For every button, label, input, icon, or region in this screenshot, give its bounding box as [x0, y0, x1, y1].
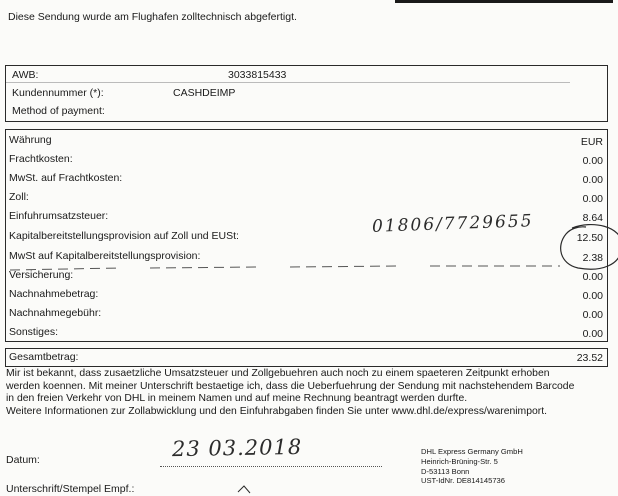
charge-value: 0.00	[582, 290, 603, 302]
currency-value: EUR	[580, 136, 603, 148]
charge-label: Zoll:	[9, 191, 29, 203]
statement-line: Mir ist bekannt, dass zusaetzliche Umsatzsteuer und Zollgebuehren auch noch zu einem spaeteren Zeitpunkt erhoben	[6, 368, 550, 379]
dhl-street: Heinrich-Brüning-Str. 5	[421, 456, 498, 466]
charge-value: 0.00	[582, 193, 603, 205]
handwritten-phone-number: 01806/7729655	[371, 211, 534, 237]
currency-label: Währung	[9, 134, 52, 146]
dhl-company: DHL Express Germany GmbH	[421, 447, 523, 456]
charge-value: 0.00	[582, 271, 603, 283]
dhl-city: D-53113 Bonn	[421, 466, 470, 476]
datum-label: Datum:	[6, 454, 40, 466]
charge-label: Nachnahmegebühr:	[9, 307, 102, 319]
charge-value: 2.38	[582, 252, 603, 264]
charge-value: 0.00	[582, 155, 603, 167]
statement-line: Weitere Informationen zur Zollabwicklung und den Einfuhrabgaben finden Sie unter www.dhl.de/express/warenimport.	[6, 405, 548, 417]
signature-label: Unterschrift/Stempel Empf.:	[6, 483, 135, 495]
kundennummer-value: CASHDEIMP	[173, 87, 236, 99]
handwritten-date: 23 03.2018	[171, 434, 303, 462]
charge-label: Sonstiges:	[9, 326, 59, 338]
kundennummer-label: Kundennummer (*):	[12, 87, 104, 99]
statement-line: in den freien Verkehr von DHL in meinem Namen und auf meine Rechnung beantragt werden durfte.	[6, 393, 468, 405]
charge-label: MwSt auf Kapitalbereitstellungsprovision:	[9, 250, 201, 262]
signature-scribble	[238, 486, 250, 493]
charge-value: 0.00	[582, 328, 603, 340]
total-value: 23.52	[576, 352, 603, 364]
intro-text: Diese Sendung wurde am Flughafen zolltechnisch abgefertigt.	[8, 11, 297, 23]
awb-label: AWB:	[12, 69, 39, 81]
payment-method-label: Method of payment:	[12, 105, 105, 117]
statement-line: werden koennen. Mit meiner Unterschrift bestaetige ich, dass die Ueberfuehrung der Sendung mit nachstehendem Barcode	[6, 380, 575, 392]
handwritten-dashed-line	[10, 266, 560, 270]
dhl-vat-id: UST-IdNr. DE814145736	[421, 476, 506, 486]
charge-value: 0.00	[582, 174, 603, 186]
charge-label: Kapitalbereitstellungsprovision auf Zoll und EUSt:	[9, 230, 239, 242]
charge-value: 8.64	[582, 212, 603, 224]
charge-value: 12.50	[576, 232, 603, 244]
handwritten-circle-mark	[561, 225, 618, 270]
total-label: Gesamtbetrag:	[9, 351, 79, 363]
charge-label: Nachnahmebetrag:	[9, 288, 99, 300]
charge-label: Versicherung:	[9, 269, 74, 281]
charge-label: Einfuhrumsatzsteuer:	[9, 210, 109, 222]
awb-value: 3033815433	[228, 69, 287, 81]
charge-label: MwSt. auf Frachtkosten:	[9, 172, 123, 184]
charge-value: 0.00	[582, 309, 603, 321]
charge-label: Frachtkosten:	[9, 153, 73, 165]
